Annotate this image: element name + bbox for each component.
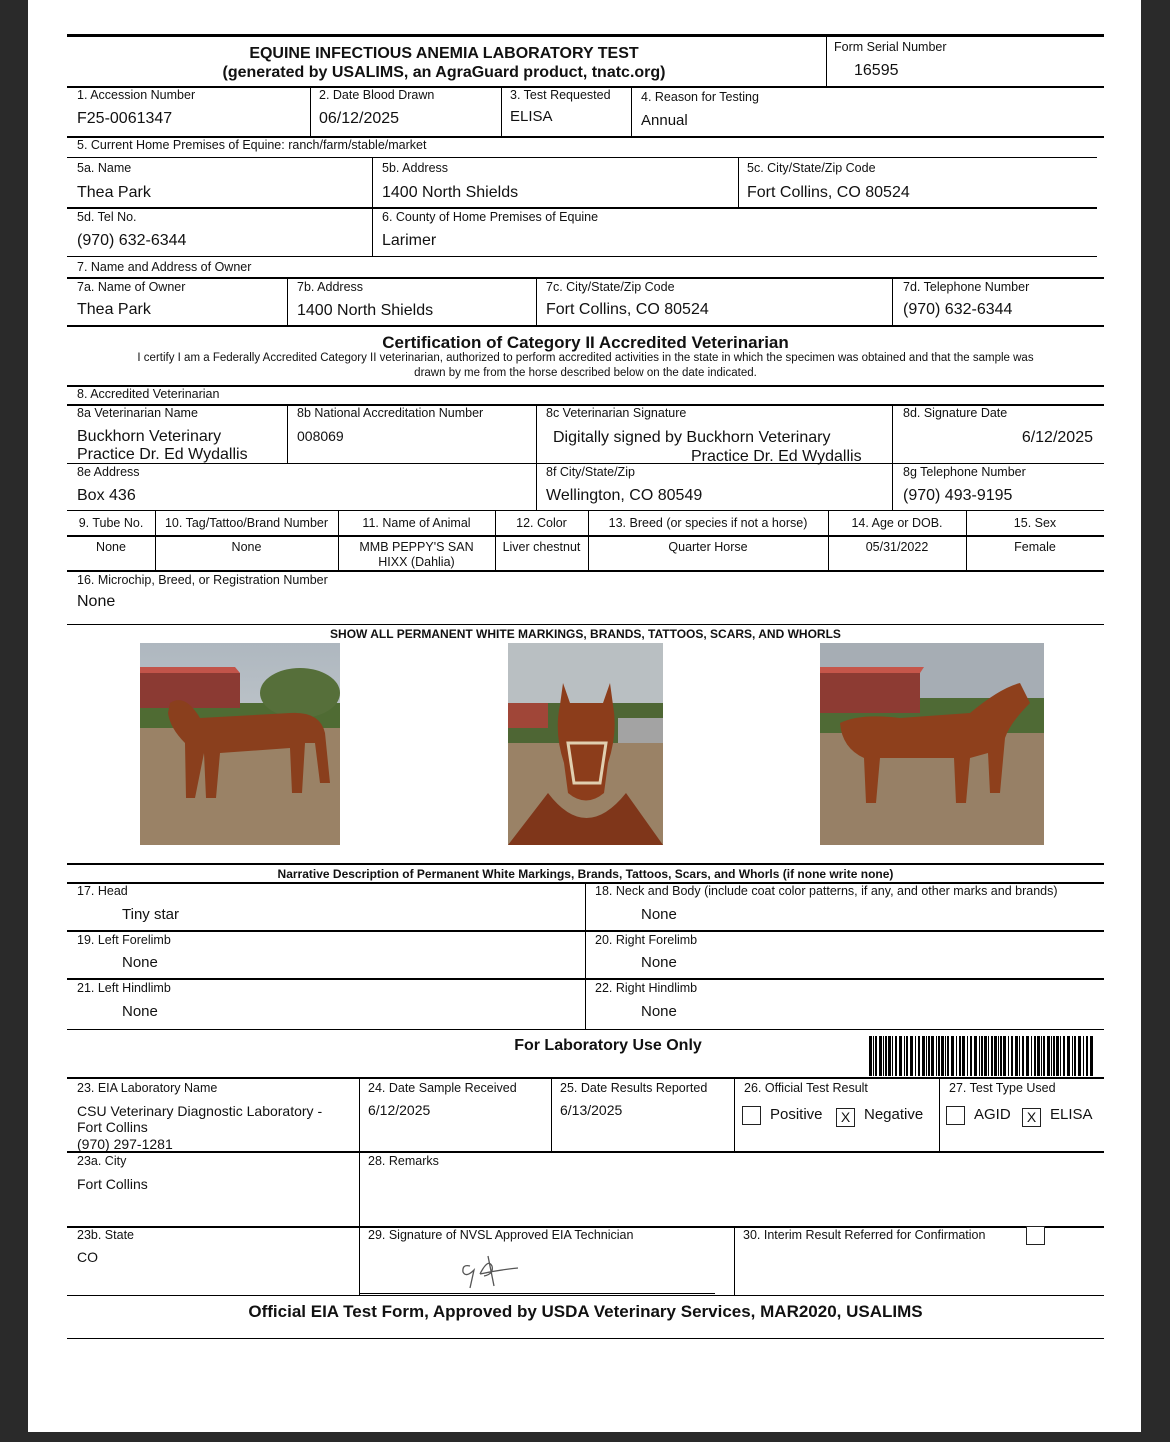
microchip-value: None <box>77 593 116 610</box>
neck-body-label: 18. Neck and Body (include coat color patterns, if any, and other marks and brands) <box>595 884 1058 898</box>
animal-name-line1: MMB PEPPY'S SAN <box>359 540 474 554</box>
horse-photo-left-side <box>140 643 340 845</box>
agid-checkbox[interactable] <box>946 1106 965 1125</box>
sex-value: Female <box>1014 540 1056 554</box>
vet-name-label: 8a Veterinarian Name <box>77 406 198 420</box>
elisa-label: ELISA <box>1050 1106 1093 1123</box>
owner-tel-label: 7d. Telephone Number <box>903 280 1030 294</box>
head-label: 17. Head <box>77 884 128 898</box>
premises-city-label: 5c. City/State/Zip Code <box>747 161 876 175</box>
remarks-label: 28. Remarks <box>368 1154 439 1168</box>
reason-label: 4. Reason for Testing <box>641 90 759 104</box>
date-received-value: 6/12/2025 <box>368 1102 431 1118</box>
form-subtitle: (generated by USALIMS, an AgraGuard product, tnatc.org) <box>222 64 666 81</box>
elisa-checkbox[interactable]: X <box>1022 1108 1041 1127</box>
lab-name-label: 23. EIA Laboratory Name <box>77 1081 218 1095</box>
premises-city-value: Fort Collins, CO 80524 <box>747 184 910 201</box>
top-rule <box>67 34 1104 37</box>
certification-title: Certification of Category II Accredited Veterinarian <box>382 333 789 352</box>
animal-name-line2: HIXX (Dahlia) <box>378 555 455 569</box>
vet-address-value: Box 436 <box>77 487 136 504</box>
form-title: EQUINE INFECTIOUS ANEMIA LABORATORY TEST <box>249 45 639 62</box>
owner-city-label: 7c. City/State/Zip Code <box>546 280 675 294</box>
interim-result-checkbox[interactable] <box>1026 1226 1045 1245</box>
left-forelimb-value: None <box>122 954 158 971</box>
vet-signature-line1: Digitally signed by Buckhorn Veterinary <box>553 429 831 446</box>
certification-text-2: drawn by me from the horse described below on the date indicated. <box>414 367 757 379</box>
lab-state-value: CO <box>77 1249 98 1265</box>
head-value: Tiny star <box>122 906 179 923</box>
neck-body-value: None <box>641 906 677 923</box>
right-hindlimb-label: 22. Right Hindlimb <box>595 981 698 995</box>
signature-date-value: 6/12/2025 <box>1021 429 1093 446</box>
breed-header: 13. Breed (or species if not a horse) <box>608 516 808 530</box>
interim-result-label: 30. Interim Result Referred for Confirmation <box>743 1228 986 1242</box>
date-reported-label: 25. Date Results Reported <box>560 1081 708 1095</box>
vet-name-line2: Practice Dr. Ed Wydallis <box>77 446 248 463</box>
county-value: Larimer <box>382 232 437 249</box>
tube-header: 9. Tube No. <box>78 516 144 530</box>
right-forelimb-label: 20. Right Forelimb <box>595 933 698 947</box>
agid-label: AGID <box>974 1106 1011 1123</box>
left-hindlimb-value: None <box>122 1003 158 1020</box>
vet-signature-line2: Practice Dr. Ed Wydallis <box>691 448 862 465</box>
test-result-label: 26. Official Test Result <box>744 1081 868 1095</box>
certification-text-1: I certify I am a Federally Accredited Category II veterinarian, authorized to perform accredited activities in the state in which the specimen was obtained and that the sample was <box>137 352 1034 364</box>
owner-address-label: 7b. Address <box>297 280 364 294</box>
lab-name-line1: CSU Veterinary Diagnostic Laboratory - <box>77 1103 323 1119</box>
owner-name-label: 7a. Name of Owner <box>77 280 186 294</box>
accession-label: 1. Accession Number <box>77 88 196 102</box>
left-forelimb-label: 19. Left Forelimb <box>77 933 171 947</box>
signature-date-label: 8d. Signature Date <box>903 406 1008 420</box>
vet-tel-value: (970) 493-9195 <box>903 487 1013 504</box>
lab-city-label: 23a. City <box>77 1154 127 1168</box>
premises-address-value: 1400 North Shields <box>382 184 519 201</box>
serial-value: 16595 <box>854 62 899 79</box>
date-drawn-label: 2. Date Blood Drawn <box>319 88 435 102</box>
positive-checkbox[interactable] <box>742 1106 761 1125</box>
technician-signature-label: 29. Signature of NVSL Approved EIA Technician <box>368 1228 634 1242</box>
lab-state-label: 23b. State <box>77 1228 134 1242</box>
test-type-label: 27. Test Type Used <box>949 1081 1056 1095</box>
vet-tel-label: 8g Telephone Number <box>903 465 1026 479</box>
tag-header: 10. Tag/Tattoo/Brand Number <box>164 516 329 530</box>
vet-city-value: Wellington, CO 80549 <box>546 487 703 504</box>
footer-text: Official EIA Test Form, Approved by USDA Veterinary Services, MAR2020, USALIMS <box>248 1302 923 1321</box>
form-page <box>28 0 1141 1432</box>
lab-city-value: Fort Collins <box>77 1176 148 1192</box>
right-hindlimb-value: None <box>641 1003 677 1020</box>
technician-signature <box>458 1252 528 1292</box>
premises-tel-label: 5d. Tel No. <box>77 210 137 224</box>
animal-name-header: 11. Name of Animal <box>362 516 471 530</box>
photos-title: SHOW ALL PERMANENT WHITE MARKINGS, BRANDS, TATTOOS, SCARS, AND WHORLS <box>330 627 841 641</box>
barcode <box>867 1036 1095 1076</box>
horse-photo-front <box>508 643 663 845</box>
accession-value: F25-0061347 <box>77 110 173 127</box>
vet-address-label: 8e Address <box>77 465 140 479</box>
reason-value: Annual <box>641 112 688 129</box>
premises-address-label: 5b. Address <box>382 161 449 175</box>
right-forelimb-value: None <box>641 954 677 971</box>
county-label: 6. County of Home Premises of Equine <box>382 210 599 224</box>
date-drawn-value: 06/12/2025 <box>319 110 400 127</box>
narrative-title: Narrative Description of Permanent White Markings, Brands, Tattoos, Scars, and Whorls (if none write none) <box>277 867 894 881</box>
owner-tel-value: (970) 632-6344 <box>903 301 1013 318</box>
owner-city-value: Fort Collins, CO 80524 <box>546 301 709 318</box>
tube-value: None <box>96 540 126 554</box>
owner-name-value: Thea Park <box>77 301 151 318</box>
owner-section-label: 7. Name and Address of Owner <box>77 260 252 274</box>
test-requested-label: 3. Test Requested <box>510 88 611 102</box>
positive-label: Positive <box>770 1106 823 1123</box>
vet-name-line1: Buckhorn Veterinary <box>77 428 222 445</box>
microchip-label: 16. Microchip, Breed, or Registration Number <box>77 573 328 587</box>
tag-value: None <box>231 540 262 554</box>
left-hindlimb-label: 21. Left Hindlimb <box>77 981 171 995</box>
dob-header: 14. Age or DOB. <box>851 516 943 530</box>
lab-name-line2: Fort Collins <box>77 1119 148 1135</box>
vet-section-label: 8. Accredited Veterinarian <box>77 387 220 401</box>
color-header: 12. Color <box>516 516 567 530</box>
dob-value: 05/31/2022 <box>865 540 929 554</box>
serial-label: Form Serial Number <box>834 40 947 54</box>
sex-header: 15. Sex <box>1013 516 1057 530</box>
premises-tel-value: (970) 632-6344 <box>77 232 187 249</box>
vet-signature-label: 8c Veterinarian Signature <box>546 406 687 420</box>
test-requested-value: ELISA <box>510 108 553 125</box>
color-value: Liver chestnut <box>502 540 581 554</box>
accreditation-label: 8b National Accreditation Number <box>297 406 484 420</box>
breed-value: Quarter Horse <box>668 540 748 554</box>
horse-photo-right-side <box>820 643 1044 845</box>
premises-section-label: 5. Current Home Premises of Equine: ranch/farm/stable/market <box>77 138 427 152</box>
vet-city-label: 8f City/State/Zip <box>546 465 635 479</box>
date-received-label: 24. Date Sample Received <box>368 1081 517 1095</box>
date-reported-value: 6/13/2025 <box>560 1102 623 1118</box>
premises-name-label: 5a. Name <box>77 161 132 175</box>
owner-address-value: 1400 North Shields <box>297 302 434 319</box>
negative-label: Negative <box>864 1106 924 1123</box>
lab-use-title: For Laboratory Use Only <box>514 1037 702 1054</box>
accreditation-value: 008069 <box>297 428 344 444</box>
negative-checkbox[interactable]: X <box>836 1108 855 1127</box>
lab-phone: (970) 297-1281 <box>77 1136 173 1152</box>
premises-name-value: Thea Park <box>77 184 151 201</box>
